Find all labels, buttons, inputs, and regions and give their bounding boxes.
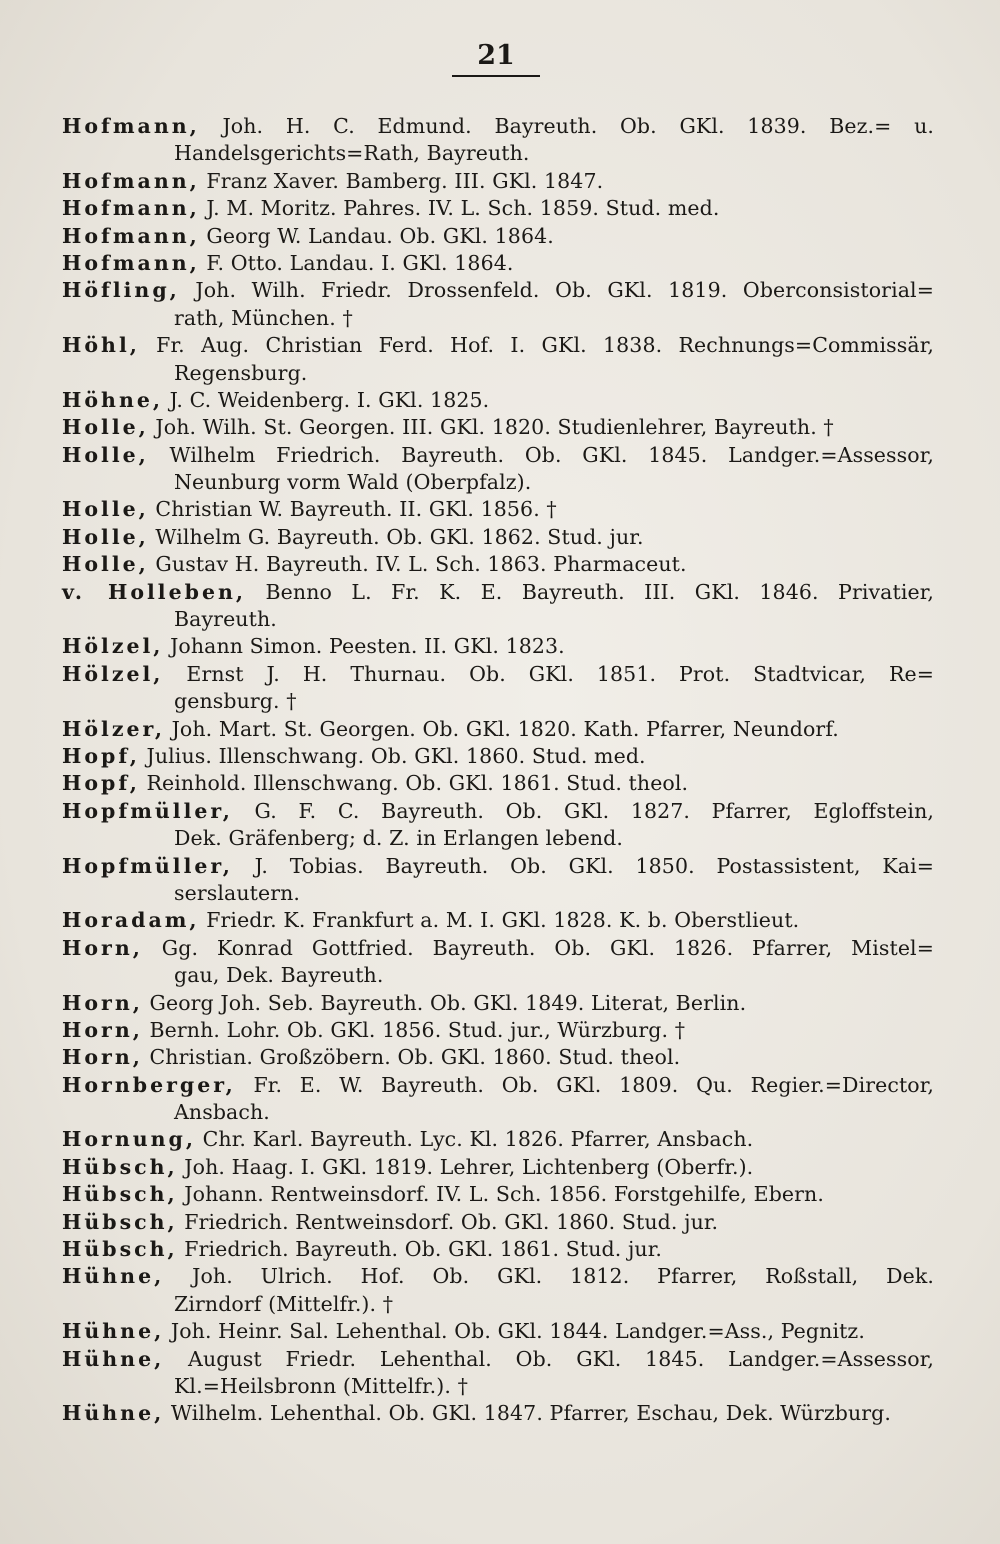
entry-text: gensburg. † xyxy=(174,689,297,714)
entry-line xyxy=(62,442,934,469)
entry-text: gau, Dek. Bayreuth. xyxy=(174,963,384,988)
entry-line xyxy=(62,332,934,359)
entry-line xyxy=(62,1236,934,1263)
entry-line xyxy=(62,551,934,578)
register-entry xyxy=(62,414,934,441)
entry-text: August Friedr. Lehenthal. Ob. GKl. 1845. Landger.=Assessor, xyxy=(164,1346,934,1371)
register-entry xyxy=(62,1126,934,1153)
entry-surname: Horadam, xyxy=(62,908,200,933)
entry-line xyxy=(62,907,934,934)
register-entry xyxy=(62,1346,934,1401)
entry-surname: Holle, xyxy=(62,552,149,577)
entry-text: Joh. Heinr. Sal. Lehenthal. Ob. GKl. 1844. Landger.=Ass., Pegnitz. xyxy=(164,1319,865,1344)
entry-surname: Hofmann, xyxy=(62,250,200,275)
entry-line xyxy=(62,1017,934,1044)
entry-surname: Horn, xyxy=(62,935,143,960)
register-entries xyxy=(62,113,934,1428)
entry-text: J. M. Moritz. Pahres. IV. L. Sch. 1859. Stud. med. xyxy=(199,196,720,221)
entry-text: Ansbach. xyxy=(174,1100,270,1125)
entry-continuation-line xyxy=(62,606,934,633)
entry-line xyxy=(62,277,934,304)
register-entry xyxy=(62,1400,934,1427)
entry-text: Friedrich. Bayreuth. Ob. GKl. 1861. Stud. jur. xyxy=(177,1237,662,1262)
register-entry xyxy=(62,195,934,222)
entry-line xyxy=(62,579,934,606)
register-entry xyxy=(62,113,934,168)
register-entry xyxy=(62,1181,934,1208)
entry-line xyxy=(62,990,934,1017)
entry-text: Johann Simon. Peesten. II. GKl. 1823. xyxy=(163,634,565,659)
entry-text: Chr. Karl. Bayreuth. Lyc. Kl. 1826. Pfarrer, Ansbach. xyxy=(196,1127,754,1152)
entry-surname: Horn, xyxy=(62,1045,143,1070)
entry-continuation-line xyxy=(62,825,934,852)
entry-surname: Hühne, xyxy=(62,1264,165,1289)
entry-surname: Hübsch, xyxy=(62,1209,178,1234)
entry-line xyxy=(62,1209,934,1236)
register-entry xyxy=(62,853,934,908)
entry-text: Joh. Ulrich. Hof. Ob. GKl. 1812. Pfarrer, Roßstall, Dek. xyxy=(164,1264,934,1289)
entry-line xyxy=(62,1044,934,1071)
entry-surname: Hornberger, xyxy=(62,1072,236,1097)
entry-text: Regensburg. xyxy=(174,360,308,385)
entry-line xyxy=(62,1346,934,1373)
entry-surname: Hopf, xyxy=(62,771,140,796)
entry-line xyxy=(62,414,934,441)
entry-line xyxy=(62,1154,934,1181)
entry-text: Joh. Haag. I. GKl. 1819. Lehrer, Lichtenberg (Oberfr.). xyxy=(177,1154,754,1179)
entry-continuation-line xyxy=(62,962,934,989)
entry-line xyxy=(62,168,934,195)
entry-surname: Hühne, xyxy=(62,1401,165,1426)
entry-text: Gustav H. Bayreuth. IV. L. Sch. 1863. Pharmaceut. xyxy=(148,552,687,577)
register-entry xyxy=(62,935,934,990)
entry-text: Neunburg vorm Wald (Oberpfalz). xyxy=(174,470,532,495)
entry-text: Joh. Wilh. Friedr. Drossenfeld. Ob. GKl. 1819. Oberconsistorial= xyxy=(179,278,934,303)
entry-text: Ernst J. H. Thurnau. Ob. GKl. 1851. Prot. Stadtvicar, Re= xyxy=(163,661,934,686)
entry-text: rath, München. † xyxy=(174,305,353,330)
entry-continuation-line xyxy=(62,688,934,715)
entry-text: Handelsgerichts=Rath, Bayreuth. xyxy=(174,141,530,166)
entry-surname: Hofmann, xyxy=(62,223,200,248)
register-entry xyxy=(62,907,934,934)
register-entry xyxy=(62,387,934,414)
entry-text: Reinhold. Illenschwang. Ob. GKl. 1861. Stud. theol. xyxy=(139,771,689,796)
entry-line xyxy=(62,770,934,797)
entry-line xyxy=(62,387,934,414)
entry-text: F. Otto. Landau. I. GKl. 1864. xyxy=(199,250,514,275)
entry-text: Bernh. Lohr. Ob. GKl. 1856. Stud. jur., Würzburg. † xyxy=(142,1017,686,1042)
register-entry xyxy=(62,250,934,277)
entry-text: serslautern. xyxy=(174,880,301,905)
entry-text: Georg Joh. Seb. Bayreuth. Ob. GKl. 1849. Literat, Berlin. xyxy=(142,990,747,1015)
entry-text: Christian. Großzöbern. Ob. GKl. 1860. Stud. theol. xyxy=(142,1045,681,1070)
entry-surname: Hölzel, xyxy=(62,661,164,686)
register-entry xyxy=(62,661,934,716)
entry-text: Friedrich. Rentweinsdorf. Ob. GKl. 1860. Stud. jur. xyxy=(177,1209,719,1234)
entry-text: Joh. H. C. Edmund. Bayreuth. Ob. GKl. 1839. Bez.= u. xyxy=(199,114,934,138)
entry-line xyxy=(62,798,934,825)
entry-surname: Hofmann, xyxy=(62,196,200,221)
entry-text: Johann. Rentweinsdorf. IV. L. Sch. 1856. Forstgehilfe, Ebern. xyxy=(177,1182,824,1207)
entry-continuation-line xyxy=(62,305,934,332)
entry-text: Benno L. Fr. K. E. Bayreuth. III. GKl. 1846. Privatier, xyxy=(246,579,934,604)
register-entry xyxy=(62,716,934,743)
entry-continuation-line xyxy=(62,360,934,387)
entry-text: Fr. E. W. Bayreuth. Ob. GKl. 1809. Qu. Regier.=Director, xyxy=(235,1072,934,1097)
register-entry xyxy=(62,496,934,523)
register-entry xyxy=(62,223,934,250)
register-entry xyxy=(62,1236,934,1263)
register-entry xyxy=(62,1154,934,1181)
entry-surname: Horn, xyxy=(62,1017,143,1042)
entry-line xyxy=(62,1072,934,1099)
entry-surname: Hornung, xyxy=(62,1127,197,1152)
entry-surname: Hübsch, xyxy=(62,1237,178,1262)
entry-text: J. C. Weidenberg. I. GKl. 1825. xyxy=(163,387,490,412)
entry-continuation-line xyxy=(62,140,934,167)
entry-line xyxy=(62,1318,934,1345)
register-entry xyxy=(62,551,934,578)
entry-text: J. Tobias. Bayreuth. Ob. GKl. 1850. Postassistent, Kai= xyxy=(232,853,934,878)
entry-surname: Horn, xyxy=(62,990,143,1015)
entry-surname: Hopfmüller, xyxy=(62,853,233,878)
entry-line xyxy=(62,250,934,277)
entry-surname: Hopf, xyxy=(62,743,140,768)
register-entry xyxy=(62,442,934,497)
entry-surname: Hühne, xyxy=(62,1319,165,1344)
entry-surname: Hopfmüller, xyxy=(62,798,233,823)
entry-surname: Holle, xyxy=(62,442,149,467)
register-entry xyxy=(62,743,934,770)
register-entry xyxy=(62,1318,934,1345)
register-entry xyxy=(62,1072,934,1127)
register-entry xyxy=(62,579,934,634)
entry-continuation-line xyxy=(62,1099,934,1126)
entry-line xyxy=(62,935,934,962)
entry-surname: Hübsch, xyxy=(62,1154,178,1179)
entry-text: Kl.=Heilsbronn (Mittelfr.). † xyxy=(174,1373,468,1398)
entry-text: Christian W. Bayreuth. II. GKl. 1856. † xyxy=(148,497,557,522)
entry-text: Wilhelm. Lehenthal. Ob. GKl. 1847. Pfarrer, Eschau, Dek. Würzburg. xyxy=(164,1401,892,1426)
register-entry xyxy=(62,1209,934,1236)
register-entry xyxy=(62,277,934,332)
entry-surname: Höfling, xyxy=(62,278,180,303)
register-entry xyxy=(62,990,934,1017)
entry-line xyxy=(62,716,934,743)
entry-text: Zirndorf (Mittelfr.). † xyxy=(174,1291,394,1316)
entry-surname: Höhne, xyxy=(62,387,164,412)
register-entry xyxy=(62,1263,934,1318)
entry-line xyxy=(62,113,934,140)
entry-text: Dek. Gräfenberg; d. Z. in Erlangen lebend. xyxy=(174,826,623,851)
entry-continuation-line xyxy=(62,469,934,496)
entry-surname: Hübsch, xyxy=(62,1182,178,1207)
entry-text: Gg. Konrad Gottfried. Bayreuth. Ob. GKl. 1826. Pfarrer, Mistel= xyxy=(142,935,934,960)
entry-text: Joh. Wilh. St. Georgen. III. GKl. 1820. Studienlehrer, Bayreuth. † xyxy=(148,415,834,440)
entry-line xyxy=(62,1263,934,1290)
entry-surname: Höhl, xyxy=(62,333,140,358)
entry-surname: Hühne, xyxy=(62,1346,165,1371)
entry-surname: Holle, xyxy=(62,524,149,549)
entry-line xyxy=(62,661,934,688)
entry-line xyxy=(62,1400,934,1427)
entry-text: G. F. C. Bayreuth. Ob. GKl. 1827. Pfarrer, Egloffstein, xyxy=(232,798,934,823)
entry-line xyxy=(62,223,934,250)
entry-surname: Hofmann, xyxy=(62,114,200,138)
entry-surname: Hölzer, xyxy=(62,716,165,741)
entry-line xyxy=(62,195,934,222)
register-entry xyxy=(62,770,934,797)
entry-continuation-line xyxy=(62,880,934,907)
entry-text: Georg W. Landau. Ob. GKl. 1864. xyxy=(199,223,554,248)
entry-surname: Holle, xyxy=(62,497,149,522)
entry-text: Wilhelm G. Bayreuth. Ob. GKl. 1862. Stud. jur. xyxy=(148,524,644,549)
entry-line xyxy=(62,633,934,660)
entry-surname: Hofmann, xyxy=(62,168,200,193)
entry-line xyxy=(62,853,934,880)
entry-surname: Hölzel, xyxy=(62,634,164,659)
entry-surname: Holle, xyxy=(62,415,149,440)
entry-text: Bayreuth. xyxy=(174,607,277,632)
entry-text: Franz Xaver. Bamberg. III. GKl. 1847. xyxy=(199,168,604,193)
page-number: 21 xyxy=(452,40,540,77)
entry-line xyxy=(62,496,934,523)
entry-surname: v. Holleben, xyxy=(62,579,247,604)
register-entry xyxy=(62,1044,934,1071)
entry-text: Joh. Mart. St. Georgen. Ob. GKl. 1820. Kath. Pfarrer, Neundorf. xyxy=(164,716,839,741)
register-entry xyxy=(62,332,934,387)
register-entry xyxy=(62,633,934,660)
entry-continuation-line xyxy=(62,1373,934,1400)
register-entry xyxy=(62,1017,934,1044)
register-entry xyxy=(62,798,934,853)
entry-text: Friedr. K. Frankfurt a. M. I. GKl. 1828. K. b. Oberstlieut. xyxy=(199,908,800,933)
entry-text: Julius. Illenschwang. Ob. GKl. 1860. Stud. med. xyxy=(139,743,646,768)
entry-text: Fr. Aug. Christian Ferd. Hof. I. GKl. 1838. Rechnungs=Commissär, xyxy=(139,333,934,358)
register-entry xyxy=(62,168,934,195)
entry-line xyxy=(62,743,934,770)
entry-continuation-line xyxy=(62,1291,934,1318)
entry-line xyxy=(62,1126,934,1153)
entry-text: Wilhelm Friedrich. Bayreuth. Ob. GKl. 1845. Landger.=Assessor, xyxy=(148,442,934,467)
entry-line xyxy=(62,1181,934,1208)
register-entry xyxy=(62,524,934,551)
entry-line xyxy=(62,524,934,551)
